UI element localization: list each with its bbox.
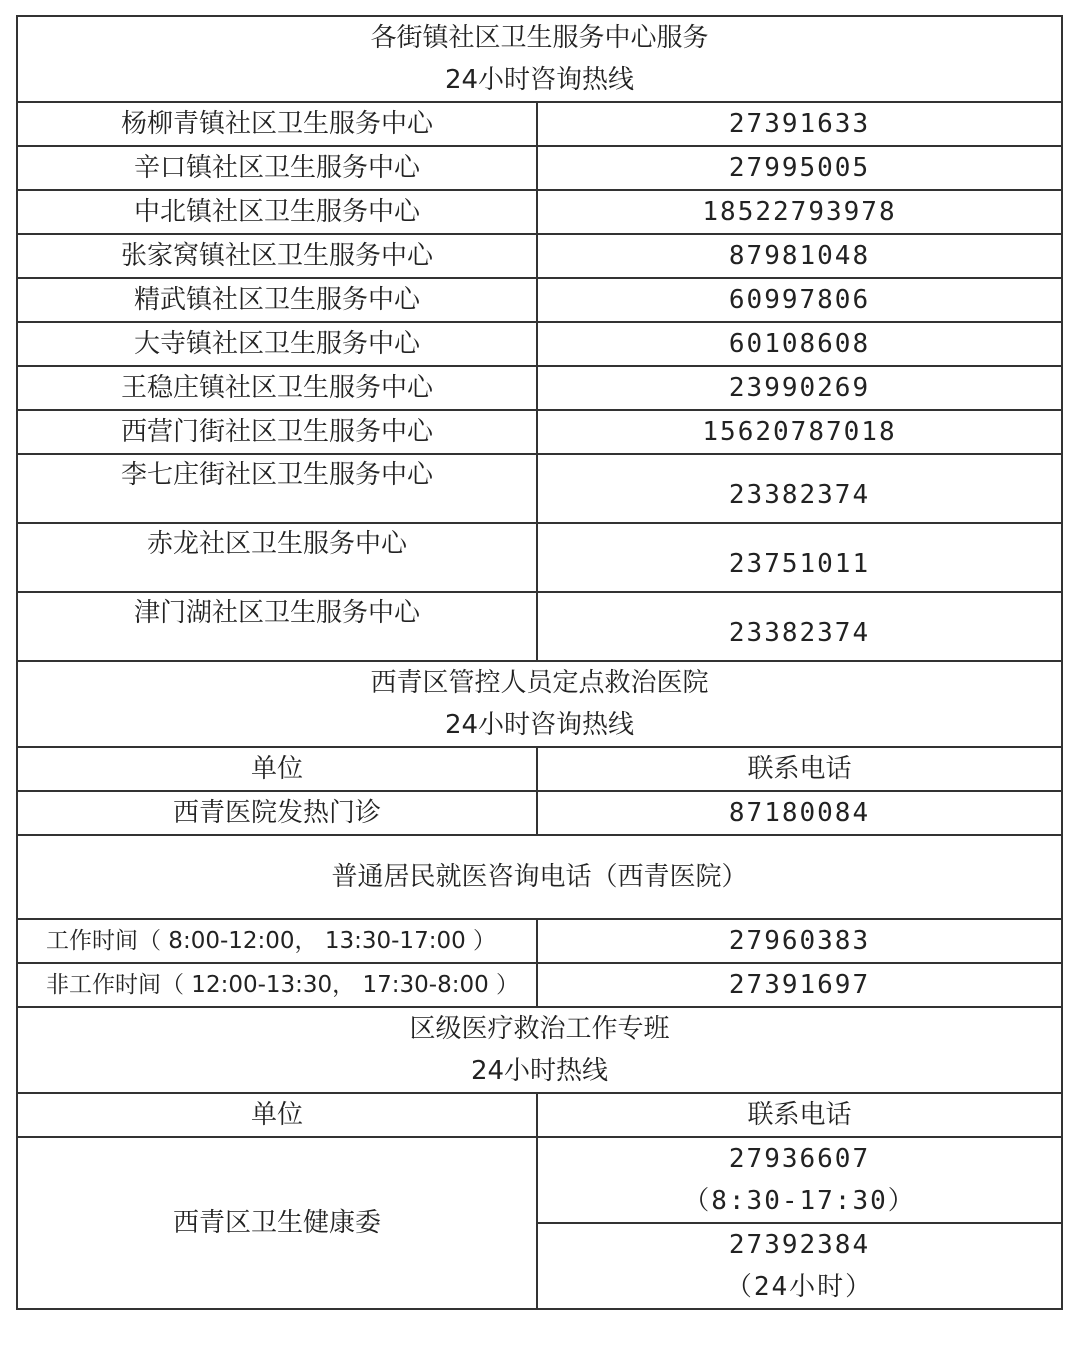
community-row <box>17 278 1062 322</box>
district-phone-number: 27936607 <box>728 1144 871 1174</box>
community-row <box>17 366 1062 410</box>
hospital-header-cell <box>17 661 1062 747</box>
community-center-name: 大寺镇社区卫生服务中心 <box>17 322 537 366</box>
hospital-unit-name: 西青医院发热门诊 <box>17 791 537 835</box>
district-col-phone: 联系电话 <box>537 1093 1062 1137</box>
district-subtitle: 24小时热线 <box>470 1056 609 1086</box>
community-center-name: 王稳庄镇社区卫生服务中心 <box>17 366 537 410</box>
hospital-column-header-row <box>17 747 1062 791</box>
community-center-name: 津门湖社区卫生服务中心 <box>17 592 537 661</box>
community-center-name: 杨柳青镇社区卫生服务中心 <box>17 102 537 146</box>
community-header-row <box>17 16 1062 102</box>
community-center-phone: 60997806 <box>537 278 1062 322</box>
hospital-col-unit: 单位 <box>17 747 537 791</box>
district-phone-cell <box>537 1223 1062 1309</box>
district-unit-name: 西青区卫生健康委 <box>17 1137 537 1309</box>
residents-title: 普通居民就医咨询电话（西青医院） <box>17 835 1062 919</box>
district-phone-row <box>17 1137 1062 1223</box>
residents-phone: 27391697 <box>537 963 1062 1007</box>
community-row <box>17 146 1062 190</box>
community-row <box>17 190 1062 234</box>
hospital-header-row <box>17 661 1062 747</box>
community-center-phone: 23990269 <box>537 366 1062 410</box>
district-col-unit: 单位 <box>17 1093 537 1137</box>
community-center-name: 李七庄街社区卫生服务中心 <box>17 454 537 523</box>
community-title: 各街镇社区卫生服务中心服务 <box>370 23 709 53</box>
hospital-title: 西青区管控人员定点救治医院 <box>370 668 709 698</box>
residents-hours-label: 非工作时间（ 12:00-13:30， 17:30-8:00 ） <box>17 963 537 1007</box>
hospital-col-phone: 联系电话 <box>537 747 1062 791</box>
residents-row <box>17 963 1062 1007</box>
community-row <box>17 322 1062 366</box>
hospital-row <box>17 791 1062 835</box>
community-center-name: 辛口镇社区卫生服务中心 <box>17 146 537 190</box>
district-phone-note: （8:30-17:30） <box>683 1186 916 1216</box>
hospital-phone: 87180084 <box>537 791 1062 835</box>
district-phone-note: （24小时） <box>725 1272 874 1302</box>
community-center-phone: 23751011 <box>537 523 1062 592</box>
district-title: 区级医疗救治工作专班 <box>409 1014 670 1044</box>
community-row <box>17 592 1062 661</box>
community-center-name: 赤龙社区卫生服务中心 <box>17 523 537 592</box>
community-row <box>17 454 1062 523</box>
community-subtitle: 24小时咨询热线 <box>444 65 635 95</box>
community-row <box>17 410 1062 454</box>
community-row <box>17 234 1062 278</box>
community-center-name: 中北镇社区卫生服务中心 <box>17 190 537 234</box>
hotline-table <box>16 15 1063 1310</box>
district-column-header-row <box>17 1093 1062 1137</box>
community-center-phone: 23382374 <box>537 592 1062 661</box>
residents-row <box>17 919 1062 963</box>
community-header-cell <box>17 16 1062 102</box>
community-row <box>17 523 1062 592</box>
hospital-subtitle: 24小时咨询热线 <box>444 710 635 740</box>
district-header-cell <box>17 1007 1062 1093</box>
community-center-name: 西营门街社区卫生服务中心 <box>17 410 537 454</box>
community-center-phone: 27391633 <box>537 102 1062 146</box>
residents-header-row <box>17 835 1062 919</box>
district-header-row <box>17 1007 1062 1093</box>
community-center-phone: 27995005 <box>537 146 1062 190</box>
community-row <box>17 102 1062 146</box>
community-center-name: 精武镇社区卫生服务中心 <box>17 278 537 322</box>
community-center-name: 张家窝镇社区卫生服务中心 <box>17 234 537 278</box>
community-center-phone: 18522793978 <box>537 190 1062 234</box>
district-phone-number: 27392384 <box>728 1230 871 1260</box>
district-phone-cell <box>537 1137 1062 1223</box>
community-center-phone: 87981048 <box>537 234 1062 278</box>
residents-hours-label: 工作时间（ 8:00-12:00， 13:30-17:00 ） <box>17 919 537 963</box>
community-center-phone: 23382374 <box>537 454 1062 523</box>
community-center-phone: 15620787018 <box>537 410 1062 454</box>
residents-phone: 27960383 <box>537 919 1062 963</box>
community-center-phone: 60108608 <box>537 322 1062 366</box>
